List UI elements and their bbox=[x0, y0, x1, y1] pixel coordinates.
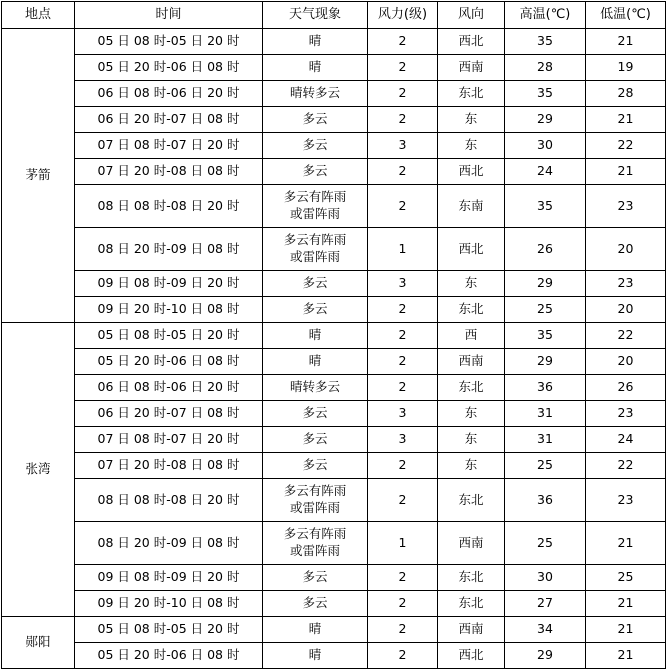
low-temp-cell: 28 bbox=[586, 81, 666, 107]
location-cell: 茅箭 bbox=[2, 29, 75, 323]
phenomenon-line-1: 多云 bbox=[302, 405, 328, 421]
location-cell: 郧阳 bbox=[2, 617, 75, 669]
wind-direction-cell: 东 bbox=[438, 453, 505, 479]
high-temp-cell: 36 bbox=[505, 479, 586, 522]
time-cell: 08 日 20 时-09 日 08 时 bbox=[75, 228, 263, 271]
phenomenon-line-2: 或雷阵雨 bbox=[289, 543, 340, 558]
wind-force-cell: 3 bbox=[368, 401, 438, 427]
phenomenon-line-2: 或雷阵雨 bbox=[289, 249, 340, 264]
table-row bbox=[2, 479, 666, 522]
time-cell: 09 日 08 时-09 日 20 时 bbox=[75, 565, 263, 591]
wind-direction-cell: 西南 bbox=[438, 349, 505, 375]
phenomenon-line-1: 多云 bbox=[302, 595, 328, 611]
phenomenon-cell bbox=[263, 297, 368, 323]
phenomenon-cell bbox=[263, 591, 368, 617]
wind-direction-cell: 东北 bbox=[438, 375, 505, 401]
high-temp-cell: 29 bbox=[505, 349, 586, 375]
phenomenon-cell bbox=[263, 643, 368, 669]
table-row bbox=[2, 297, 666, 323]
phenomenon-line-1: 晴 bbox=[308, 647, 322, 663]
phenomenon-cell bbox=[263, 617, 368, 643]
phenomenon-cell bbox=[263, 453, 368, 479]
low-temp-cell: 25 bbox=[586, 565, 666, 591]
phenomenon-cell bbox=[263, 185, 368, 228]
high-temp-cell: 29 bbox=[505, 271, 586, 297]
wind-force-cell: 2 bbox=[368, 375, 438, 401]
phenomenon-line-1: 多云 bbox=[302, 275, 328, 291]
high-temp-cell: 35 bbox=[505, 185, 586, 228]
wind-force-cell: 2 bbox=[368, 297, 438, 323]
high-temp-cell: 24 bbox=[505, 159, 586, 185]
column-header-location: 地点 bbox=[2, 2, 75, 29]
phenomenon-line-1: 晴 bbox=[308, 327, 322, 343]
low-temp-cell: 23 bbox=[586, 401, 666, 427]
table-row bbox=[2, 133, 666, 159]
wind-direction-cell: 东南 bbox=[438, 185, 505, 228]
wind-force-cell: 2 bbox=[368, 323, 438, 349]
low-temp-cell: 20 bbox=[586, 349, 666, 375]
wind-force-cell: 2 bbox=[368, 29, 438, 55]
phenomenon-line-1: 多云 bbox=[302, 569, 328, 585]
phenomenon-line-1: 多云有阵雨 bbox=[283, 189, 347, 205]
phenomenon-cell bbox=[263, 323, 368, 349]
low-temp-cell: 22 bbox=[586, 133, 666, 159]
phenomenon-cell bbox=[263, 107, 368, 133]
high-temp-cell: 30 bbox=[505, 565, 586, 591]
wind-force-cell: 1 bbox=[368, 522, 438, 565]
table-body bbox=[2, 29, 666, 669]
table-row bbox=[2, 29, 666, 55]
table-row bbox=[2, 375, 666, 401]
wind-force-cell: 2 bbox=[368, 617, 438, 643]
phenomenon-cell bbox=[263, 565, 368, 591]
wind-direction-cell: 西北 bbox=[438, 228, 505, 271]
high-temp-cell: 25 bbox=[505, 522, 586, 565]
wind-force-cell: 2 bbox=[368, 107, 438, 133]
wind-force-cell: 3 bbox=[368, 271, 438, 297]
column-header-high-temp: 高温(℃) bbox=[505, 2, 586, 29]
high-temp-cell: 35 bbox=[505, 323, 586, 349]
wind-force-cell: 2 bbox=[368, 453, 438, 479]
phenomenon-cell bbox=[263, 375, 368, 401]
time-cell: 05 日 20 时-06 日 08 时 bbox=[75, 349, 263, 375]
wind-direction-cell: 东北 bbox=[438, 565, 505, 591]
phenomenon-cell bbox=[263, 133, 368, 159]
low-temp-cell: 20 bbox=[586, 228, 666, 271]
low-temp-cell: 21 bbox=[586, 591, 666, 617]
table-row bbox=[2, 427, 666, 453]
wind-direction-cell: 西南 bbox=[438, 522, 505, 565]
phenomenon-line-1: 多云有阵雨 bbox=[283, 526, 347, 542]
table-row bbox=[2, 271, 666, 297]
phenomenon-line-1: 多云有阵雨 bbox=[283, 232, 347, 248]
low-temp-cell: 24 bbox=[586, 427, 666, 453]
time-cell: 09 日 20 时-10 日 08 时 bbox=[75, 297, 263, 323]
table-row bbox=[2, 453, 666, 479]
high-temp-cell: 28 bbox=[505, 55, 586, 81]
time-cell: 06 日 20 时-07 日 08 时 bbox=[75, 401, 263, 427]
time-cell: 06 日 08 时-06 日 20 时 bbox=[75, 81, 263, 107]
table-row bbox=[2, 55, 666, 81]
wind-force-cell: 2 bbox=[368, 591, 438, 617]
time-cell: 09 日 08 时-09 日 20 时 bbox=[75, 271, 263, 297]
low-temp-cell: 26 bbox=[586, 375, 666, 401]
high-temp-cell: 27 bbox=[505, 591, 586, 617]
time-cell: 08 日 08 时-08 日 20 时 bbox=[75, 185, 263, 228]
high-temp-cell: 35 bbox=[505, 81, 586, 107]
high-temp-cell: 35 bbox=[505, 29, 586, 55]
time-cell: 05 日 20 时-06 日 08 时 bbox=[75, 55, 263, 81]
time-cell: 07 日 20 时-08 日 08 时 bbox=[75, 453, 263, 479]
time-cell: 07 日 20 时-08 日 08 时 bbox=[75, 159, 263, 185]
phenomenon-line-1: 晴转多云 bbox=[289, 379, 340, 395]
column-header-wind-direction: 风向 bbox=[438, 2, 505, 29]
location-cell: 张湾 bbox=[2, 323, 75, 617]
wind-direction-cell: 东北 bbox=[438, 81, 505, 107]
high-temp-cell: 26 bbox=[505, 228, 586, 271]
phenomenon-line-1: 多云 bbox=[302, 301, 328, 317]
time-cell: 06 日 08 时-06 日 20 时 bbox=[75, 375, 263, 401]
phenomenon-line-1: 晴 bbox=[308, 621, 322, 637]
wind-force-cell: 2 bbox=[368, 643, 438, 669]
low-temp-cell: 21 bbox=[586, 29, 666, 55]
wind-direction-cell: 西 bbox=[438, 323, 505, 349]
wind-direction-cell: 西北 bbox=[438, 29, 505, 55]
wind-force-cell: 2 bbox=[368, 479, 438, 522]
wind-force-cell: 2 bbox=[368, 565, 438, 591]
high-temp-cell: 29 bbox=[505, 643, 586, 669]
column-header-time: 时间 bbox=[75, 2, 263, 29]
phenomenon-line-1: 多云 bbox=[302, 431, 328, 447]
phenomenon-cell bbox=[263, 522, 368, 565]
low-temp-cell: 21 bbox=[586, 522, 666, 565]
table-row bbox=[2, 185, 666, 228]
phenomenon-cell bbox=[263, 55, 368, 81]
wind-direction-cell: 东北 bbox=[438, 591, 505, 617]
phenomenon-cell bbox=[263, 81, 368, 107]
table-header-row bbox=[2, 2, 666, 29]
wind-force-cell: 2 bbox=[368, 55, 438, 81]
phenomenon-line-2: 或雷阵雨 bbox=[289, 206, 340, 221]
wind-direction-cell: 东北 bbox=[438, 479, 505, 522]
low-temp-cell: 22 bbox=[586, 453, 666, 479]
phenomenon-line-2: 或雷阵雨 bbox=[289, 500, 340, 515]
phenomenon-line-1: 多云有阵雨 bbox=[283, 483, 347, 499]
low-temp-cell: 23 bbox=[586, 479, 666, 522]
phenomenon-line-1: 多云 bbox=[302, 163, 328, 179]
phenomenon-line-1: 晴 bbox=[308, 59, 322, 75]
column-header-phenomenon: 天气现象 bbox=[263, 2, 368, 29]
low-temp-cell: 20 bbox=[586, 297, 666, 323]
time-cell: 07 日 08 时-07 日 20 时 bbox=[75, 427, 263, 453]
table-row bbox=[2, 228, 666, 271]
low-temp-cell: 21 bbox=[586, 617, 666, 643]
table-row bbox=[2, 643, 666, 669]
wind-force-cell: 2 bbox=[368, 159, 438, 185]
wind-direction-cell: 东 bbox=[438, 271, 505, 297]
high-temp-cell: 31 bbox=[505, 427, 586, 453]
wind-force-cell: 3 bbox=[368, 427, 438, 453]
table-row bbox=[2, 522, 666, 565]
low-temp-cell: 22 bbox=[586, 323, 666, 349]
phenomenon-line-1: 多云 bbox=[302, 457, 328, 473]
phenomenon-cell bbox=[263, 228, 368, 271]
wind-direction-cell: 西北 bbox=[438, 159, 505, 185]
table-row bbox=[2, 565, 666, 591]
wind-force-cell: 3 bbox=[368, 133, 438, 159]
low-temp-cell: 23 bbox=[586, 185, 666, 228]
wind-force-cell: 1 bbox=[368, 228, 438, 271]
wind-direction-cell: 西南 bbox=[438, 617, 505, 643]
phenomenon-line-1: 晴 bbox=[308, 353, 322, 369]
weather-forecast-table bbox=[1, 1, 666, 669]
time-cell: 05 日 20 时-06 日 08 时 bbox=[75, 643, 263, 669]
time-cell: 06 日 20 时-07 日 08 时 bbox=[75, 107, 263, 133]
wind-direction-cell: 东 bbox=[438, 401, 505, 427]
wind-direction-cell: 东 bbox=[438, 107, 505, 133]
time-cell: 05 日 08 时-05 日 20 时 bbox=[75, 29, 263, 55]
table-row bbox=[2, 349, 666, 375]
time-cell: 07 日 08 时-07 日 20 时 bbox=[75, 133, 263, 159]
table-row bbox=[2, 81, 666, 107]
high-temp-cell: 36 bbox=[505, 375, 586, 401]
time-cell: 05 日 08 时-05 日 20 时 bbox=[75, 323, 263, 349]
low-temp-cell: 21 bbox=[586, 107, 666, 133]
low-temp-cell: 23 bbox=[586, 271, 666, 297]
phenomenon-cell bbox=[263, 349, 368, 375]
high-temp-cell: 30 bbox=[505, 133, 586, 159]
phenomenon-line-1: 多云 bbox=[302, 111, 328, 127]
wind-force-cell: 2 bbox=[368, 81, 438, 107]
high-temp-cell: 25 bbox=[505, 297, 586, 323]
phenomenon-line-1: 晴转多云 bbox=[289, 85, 340, 101]
table-row bbox=[2, 323, 666, 349]
table-row bbox=[2, 617, 666, 643]
low-temp-cell: 21 bbox=[586, 159, 666, 185]
wind-direction-cell: 东 bbox=[438, 133, 505, 159]
wind-force-cell: 2 bbox=[368, 349, 438, 375]
time-cell: 08 日 08 时-08 日 20 时 bbox=[75, 479, 263, 522]
phenomenon-cell bbox=[263, 159, 368, 185]
phenomenon-line-1: 晴 bbox=[308, 33, 322, 49]
phenomenon-line-1: 多云 bbox=[302, 137, 328, 153]
column-header-wind-force: 风力(级) bbox=[368, 2, 438, 29]
column-header-low-temp: 低温(℃) bbox=[586, 2, 666, 29]
table-row bbox=[2, 107, 666, 133]
wind-direction-cell: 东北 bbox=[438, 297, 505, 323]
phenomenon-cell bbox=[263, 271, 368, 297]
phenomenon-cell bbox=[263, 401, 368, 427]
table-row bbox=[2, 159, 666, 185]
time-cell: 08 日 20 时-09 日 08 时 bbox=[75, 522, 263, 565]
high-temp-cell: 34 bbox=[505, 617, 586, 643]
phenomenon-cell bbox=[263, 479, 368, 522]
time-cell: 05 日 08 时-05 日 20 时 bbox=[75, 617, 263, 643]
wind-direction-cell: 西北 bbox=[438, 643, 505, 669]
wind-direction-cell: 西南 bbox=[438, 55, 505, 81]
time-cell: 09 日 20 时-10 日 08 时 bbox=[75, 591, 263, 617]
table-row bbox=[2, 401, 666, 427]
high-temp-cell: 25 bbox=[505, 453, 586, 479]
high-temp-cell: 29 bbox=[505, 107, 586, 133]
low-temp-cell: 21 bbox=[586, 643, 666, 669]
high-temp-cell: 31 bbox=[505, 401, 586, 427]
wind-force-cell: 2 bbox=[368, 185, 438, 228]
table-row bbox=[2, 591, 666, 617]
low-temp-cell: 19 bbox=[586, 55, 666, 81]
wind-direction-cell: 东 bbox=[438, 427, 505, 453]
phenomenon-cell bbox=[263, 427, 368, 453]
phenomenon-cell bbox=[263, 29, 368, 55]
